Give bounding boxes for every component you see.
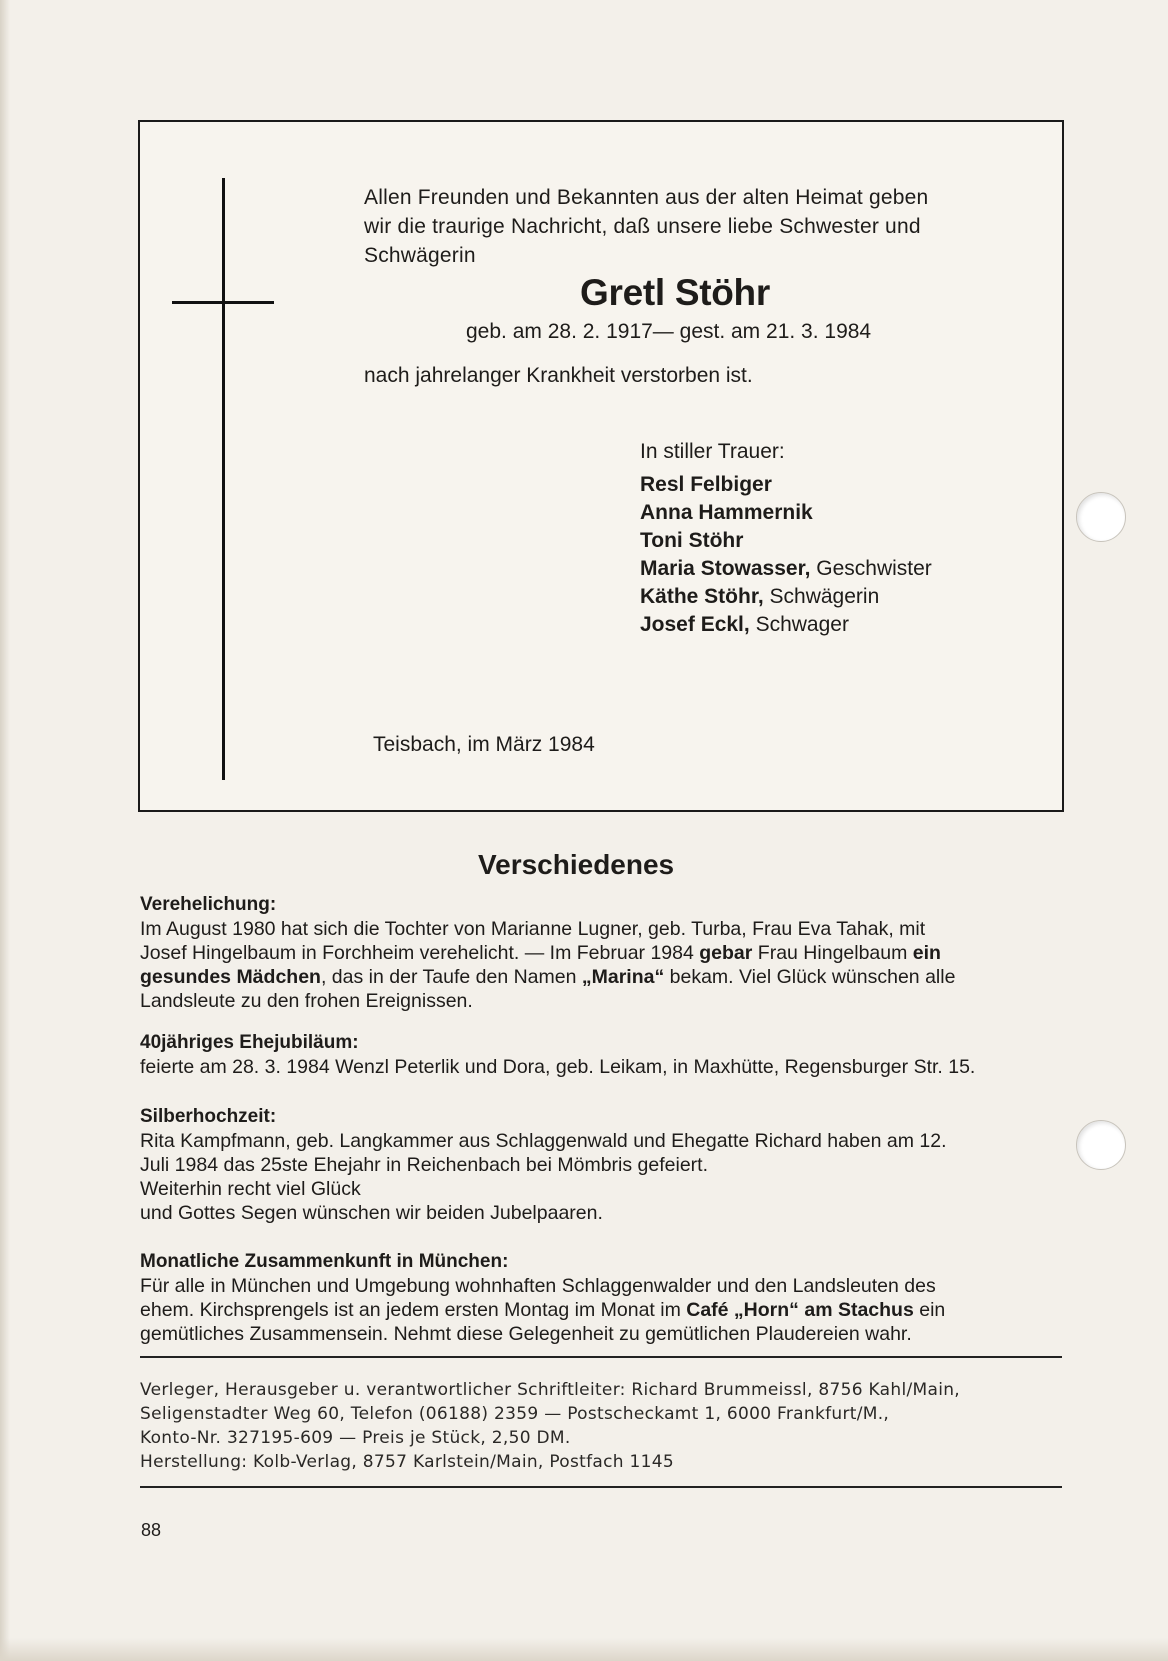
mourner-name: Josef Eckl, — [640, 613, 750, 636]
mourner-item — [640, 499, 932, 527]
monthly-meeting-heading: Monatliche Zusammenkunft in München: — [140, 1251, 509, 1272]
text-line: ehem. Kirchsprengels ist an jedem ersten Montag im Monat im — [140, 1299, 687, 1321]
deceased-name: Gretl Stöhr — [580, 272, 770, 313]
mourner-item — [640, 471, 932, 499]
intro-line: Allen Freunden und Bekannten aus der alten Heimat geben — [364, 186, 929, 209]
cross-icon-vertical-bar — [222, 178, 225, 780]
anniversary-text: feierte am 28. 3. 1984 Wenzl Peterlik und Dora, geb. Leikam, in Maxhütte, Regensburger Str. 15. — [140, 1056, 976, 1078]
marriage-heading: Verehelichung: — [140, 894, 277, 915]
marriage-announcement — [140, 893, 1066, 1013]
text-line: Für alle in München und Umgebung wohnhaften Schlaggenwalder und den Landsleuten des — [140, 1275, 936, 1297]
text-line: Juli 1984 das 25ste Ehejahr in Reichenbach bei Mömbris gefeiert. — [140, 1154, 708, 1176]
page-number: 88 — [141, 1520, 162, 1540]
place-and-date: Teisbach, im März 1984 — [373, 733, 595, 756]
anniversary-heading: 40jähriges Ehejubiläum: — [140, 1032, 359, 1053]
bold-text: Café „Horn“ am Stachus — [686, 1299, 914, 1321]
marriage-text — [140, 917, 1066, 1013]
divider-bottom — [140, 1486, 1062, 1488]
intro-line: wir die traurige Nachricht, daß unsere liebe Schwester und — [364, 215, 921, 238]
mourner-item — [640, 555, 932, 583]
punch-hole — [1076, 1120, 1126, 1170]
text-line: und Gottes Segen wünschen wir beiden Jubelpaaren. — [140, 1202, 603, 1224]
page-bottom-shadow — [0, 1638, 1168, 1661]
mourner-name: Maria Stowasser, — [640, 557, 811, 580]
imprint-line: Verleger, Herausgeber u. verantwortlicher Schriftleiter: Richard Brummeissl, 8756 Kahl/Main, — [140, 1380, 960, 1400]
mourner-name: Anna Hammernik — [640, 501, 813, 524]
publisher-imprint — [140, 1378, 1070, 1474]
silver-wedding-heading: Silberhochzeit: — [140, 1106, 277, 1127]
bold-text: ein — [912, 942, 941, 964]
mourner-name: Käthe Stöhr, — [640, 585, 764, 608]
mourner-relation: Schwägerin — [763, 585, 880, 608]
text-line: ein — [913, 1299, 946, 1321]
mourner-name: Resl Felbiger — [640, 473, 772, 496]
text-line: Weiterhin recht viel Glück — [140, 1178, 361, 1200]
text-line: Frau Hingelbaum — [752, 942, 913, 964]
divider-top — [140, 1356, 1062, 1358]
mourner-item — [640, 583, 932, 611]
obituary-intro — [364, 183, 1024, 270]
text-line: Im August 1980 hat sich die Tochter von Marianne Lugner, geb. Turba, Frau Eva Tahak, mit — [140, 918, 926, 940]
mourners-list — [640, 471, 932, 639]
mourner-item — [640, 611, 932, 639]
mourner-relation: Schwager — [749, 613, 849, 636]
text-line: gemütliches Zusammensein. Nehmt diese Gelegenheit zu gemütlichen Plaudereien wahr. — [140, 1323, 912, 1345]
text-line: bekam. Viel Glück wünschen alle — [664, 966, 956, 988]
text-line: , das in der Taufe den Namen — [320, 966, 582, 988]
mourner-relation: Geschwister — [810, 557, 932, 580]
text-line: Josef Hingelbaum in Forchheim verehelicht. — Im Februar 1984 — [140, 942, 700, 964]
page-edge-shadow — [0, 0, 10, 1661]
mourner-name: Toni Stöhr — [640, 529, 744, 552]
bold-text: gebar — [699, 942, 753, 964]
bold-text: gesundes Mädchen — [140, 966, 321, 988]
monthly-meeting-announcement — [140, 1250, 1066, 1346]
cross-icon-horizontal-bar — [172, 301, 274, 304]
silver-wedding-text — [140, 1129, 1066, 1225]
silver-wedding-announcement — [140, 1105, 1066, 1225]
imprint-line: Seligenstadter Weg 60, Telefon (06188) 2359 — Postscheckamt 1, 6000 Frankfurt/M., — [140, 1404, 890, 1424]
mourner-item — [640, 527, 932, 555]
anniversary-announcement — [140, 1031, 1066, 1079]
life-dates: geb. am 28. 2. 1917— gest. am 21. 3. 1984 — [466, 320, 872, 343]
punch-hole — [1076, 492, 1126, 542]
imprint-line: Herstellung: Kolb-Verlag, 8757 Karlstein/Main, Postfach 1145 — [140, 1452, 674, 1472]
imprint-line: Konto-Nr. 327195-609 — Preis je Stück, 2,50 DM. — [140, 1428, 571, 1448]
text-line: Landsleute zu den frohen Ereignissen. — [140, 990, 473, 1012]
text-line: Rita Kampfmann, geb. Langkammer aus Schlaggenwald und Ehegatte Richard haben am 12. — [140, 1130, 947, 1152]
intro-line: Schwägerin — [364, 244, 476, 267]
bold-text: „Marina“ — [581, 966, 665, 988]
section-title: Verschiedenes — [478, 849, 675, 880]
obituary-outro: nach jahrelanger Krankheit verstorben ist. — [364, 364, 753, 387]
monthly-meeting-text — [140, 1274, 1066, 1346]
mourners-heading: In stiller Trauer: — [640, 440, 785, 463]
